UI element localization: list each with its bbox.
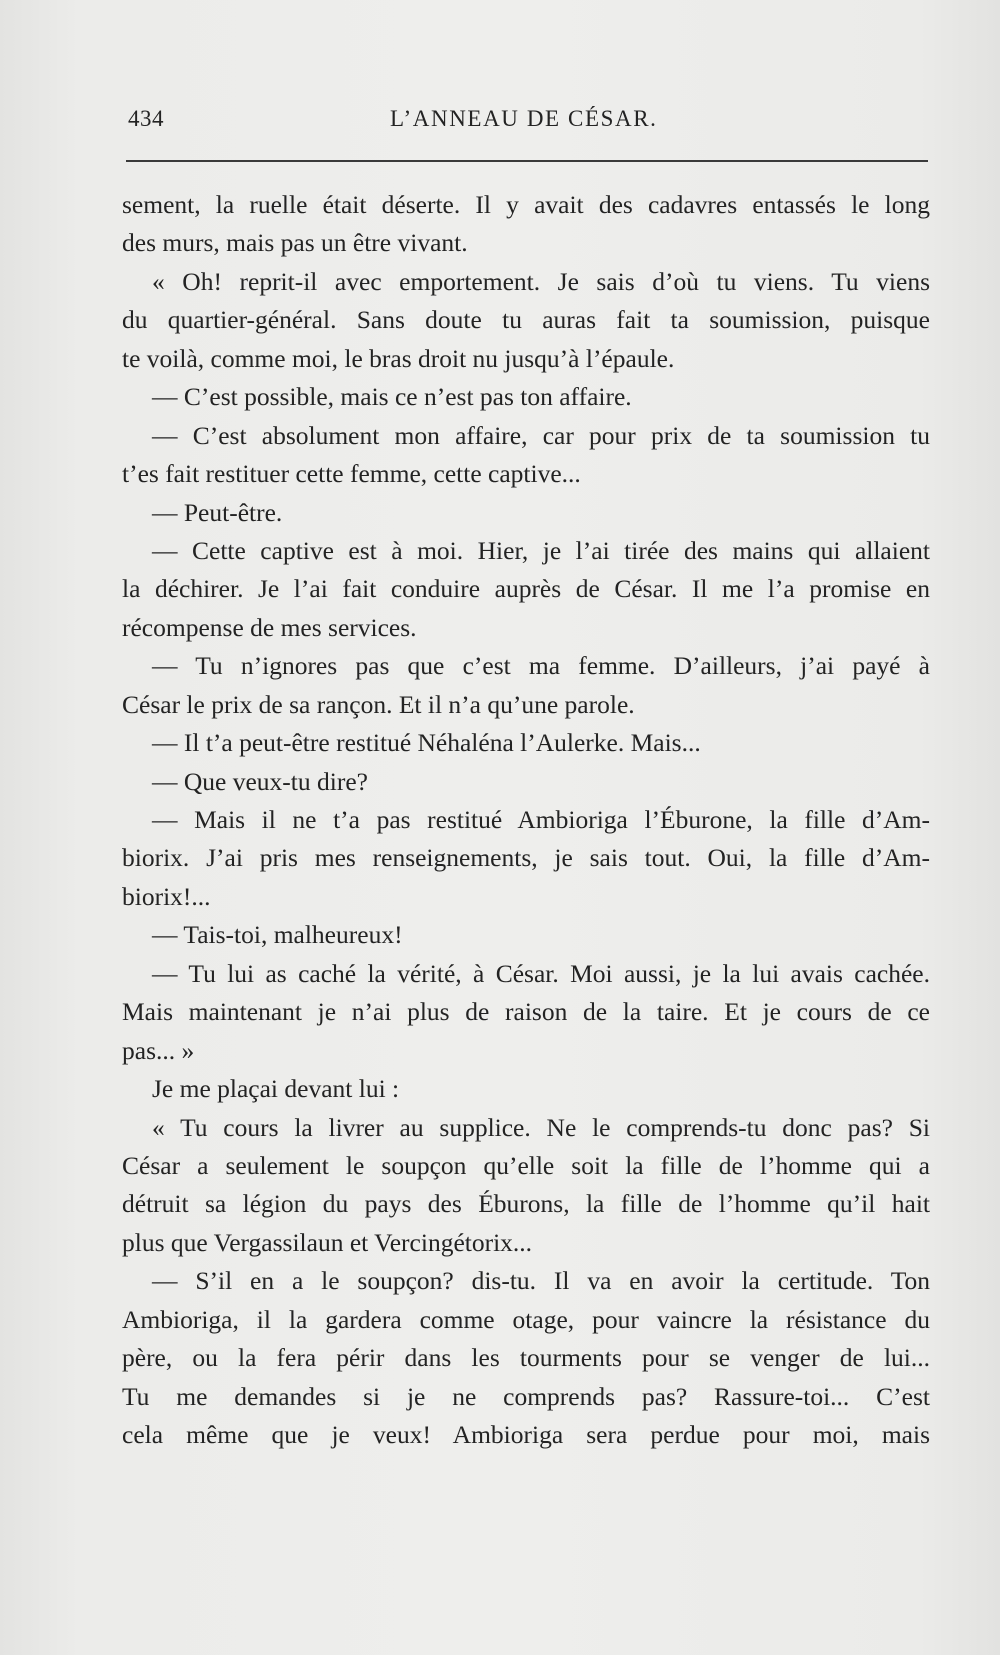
text-line: — C’est absolument mon affaire, car pour prix de ta soumission tu — [152, 420, 930, 450]
text-line: — Tu lui as caché la vérité, à César. Moi aussi, je la lui avais cachée. — [152, 958, 930, 988]
text-line: « Oh! reprit-il avec emportement. Je sais d’où tu viens. Tu viens — [152, 266, 930, 296]
text-line: — Cette captive est à moi. Hier, je l’ai tirée des mains qui allaient — [152, 535, 930, 565]
body-text — [122, 186, 930, 1454]
text-line: plus que Vergassilaun et Vercingétorix... — [122, 1227, 533, 1257]
text-line: pas... » — [122, 1035, 195, 1065]
text-line: Ambioriga, il la gardera comme otage, pour vaincre la résistance du — [122, 1304, 930, 1334]
text-line: Tu me demandes si je ne comprends pas? Rassure-toi... C’est — [122, 1381, 930, 1411]
text-line: biorix!... — [122, 881, 211, 911]
text-line: père, ou la fera périr dans les tourments pour se venger de lui... — [122, 1343, 930, 1373]
text-line: — Tais-toi, malheureux! — [152, 920, 403, 950]
text-line: cela même que je veux! Ambioriga sera perdue pour moi, mais — [122, 1420, 930, 1449]
header-rule — [126, 160, 928, 162]
text-line: détruit sa légion du pays des Éburons, la fille de l’homme qu’il hait — [122, 1189, 930, 1219]
text-line: te voilà, comme moi, le bras droit nu jusqu’à l’épaule. — [122, 343, 675, 373]
text-line: — S’il en a le soupçon? dis-tu. Il va en avoir la certitude. Ton — [152, 1266, 930, 1296]
text-line: récompense de mes services. — [122, 612, 417, 642]
text-line: biorix. J’ai pris mes renseignements, je sais tout. Oui, la fille d’Am- — [122, 843, 930, 873]
text-line: — Tu n’ignores pas que c’est ma femme. D’ailleurs, j’ai payé à — [152, 651, 930, 681]
text-line: du quartier-général. Sans doute tu auras fait ta soumission, puisque — [122, 305, 930, 335]
page-number: 434 — [128, 106, 164, 131]
text-line: — Que veux-tu dire? — [152, 766, 368, 796]
text-line: — Peut-être. — [152, 497, 283, 527]
text-line: — Mais il ne t’a pas restitué Ambioriga l’Éburone, la fille d’Am- — [152, 805, 930, 834]
text-line: sement, la ruelle était déserte. Il y avait des cadavres entassés le long — [122, 190, 930, 219]
text-line: « Tu cours la livrer au supplice. Ne le comprends-tu donc pas? Si — [152, 1112, 930, 1142]
text-line: César a seulement le soupçon qu’elle soit la fille de l’homme qui a — [122, 1150, 930, 1180]
text-line: Je me plaçai devant lui : — [152, 1074, 400, 1104]
text-line: — C’est possible, mais ce n’est pas ton affaire. — [152, 382, 632, 412]
text-line: t’es fait restituer cette femme, cette captive... — [122, 459, 581, 489]
text-line: Mais maintenant je n’ai plus de raison de la taire. Et je cours de ce — [122, 997, 930, 1027]
text-line: la déchirer. Je l’ai fait conduire auprès de César. Il me l’a promise en — [122, 574, 930, 604]
page-header — [128, 106, 928, 146]
text-line: — Il t’a peut-être restitué Néhaléna l’Aulerke. Mais... — [152, 728, 701, 758]
text-line: des murs, mais pas un être vivant. — [122, 228, 468, 258]
text-line: César le prix de sa rançon. Et il n’a qu’une parole. — [122, 689, 635, 719]
running-title: L’ANNEAU DE CÉSAR. — [390, 106, 658, 131]
